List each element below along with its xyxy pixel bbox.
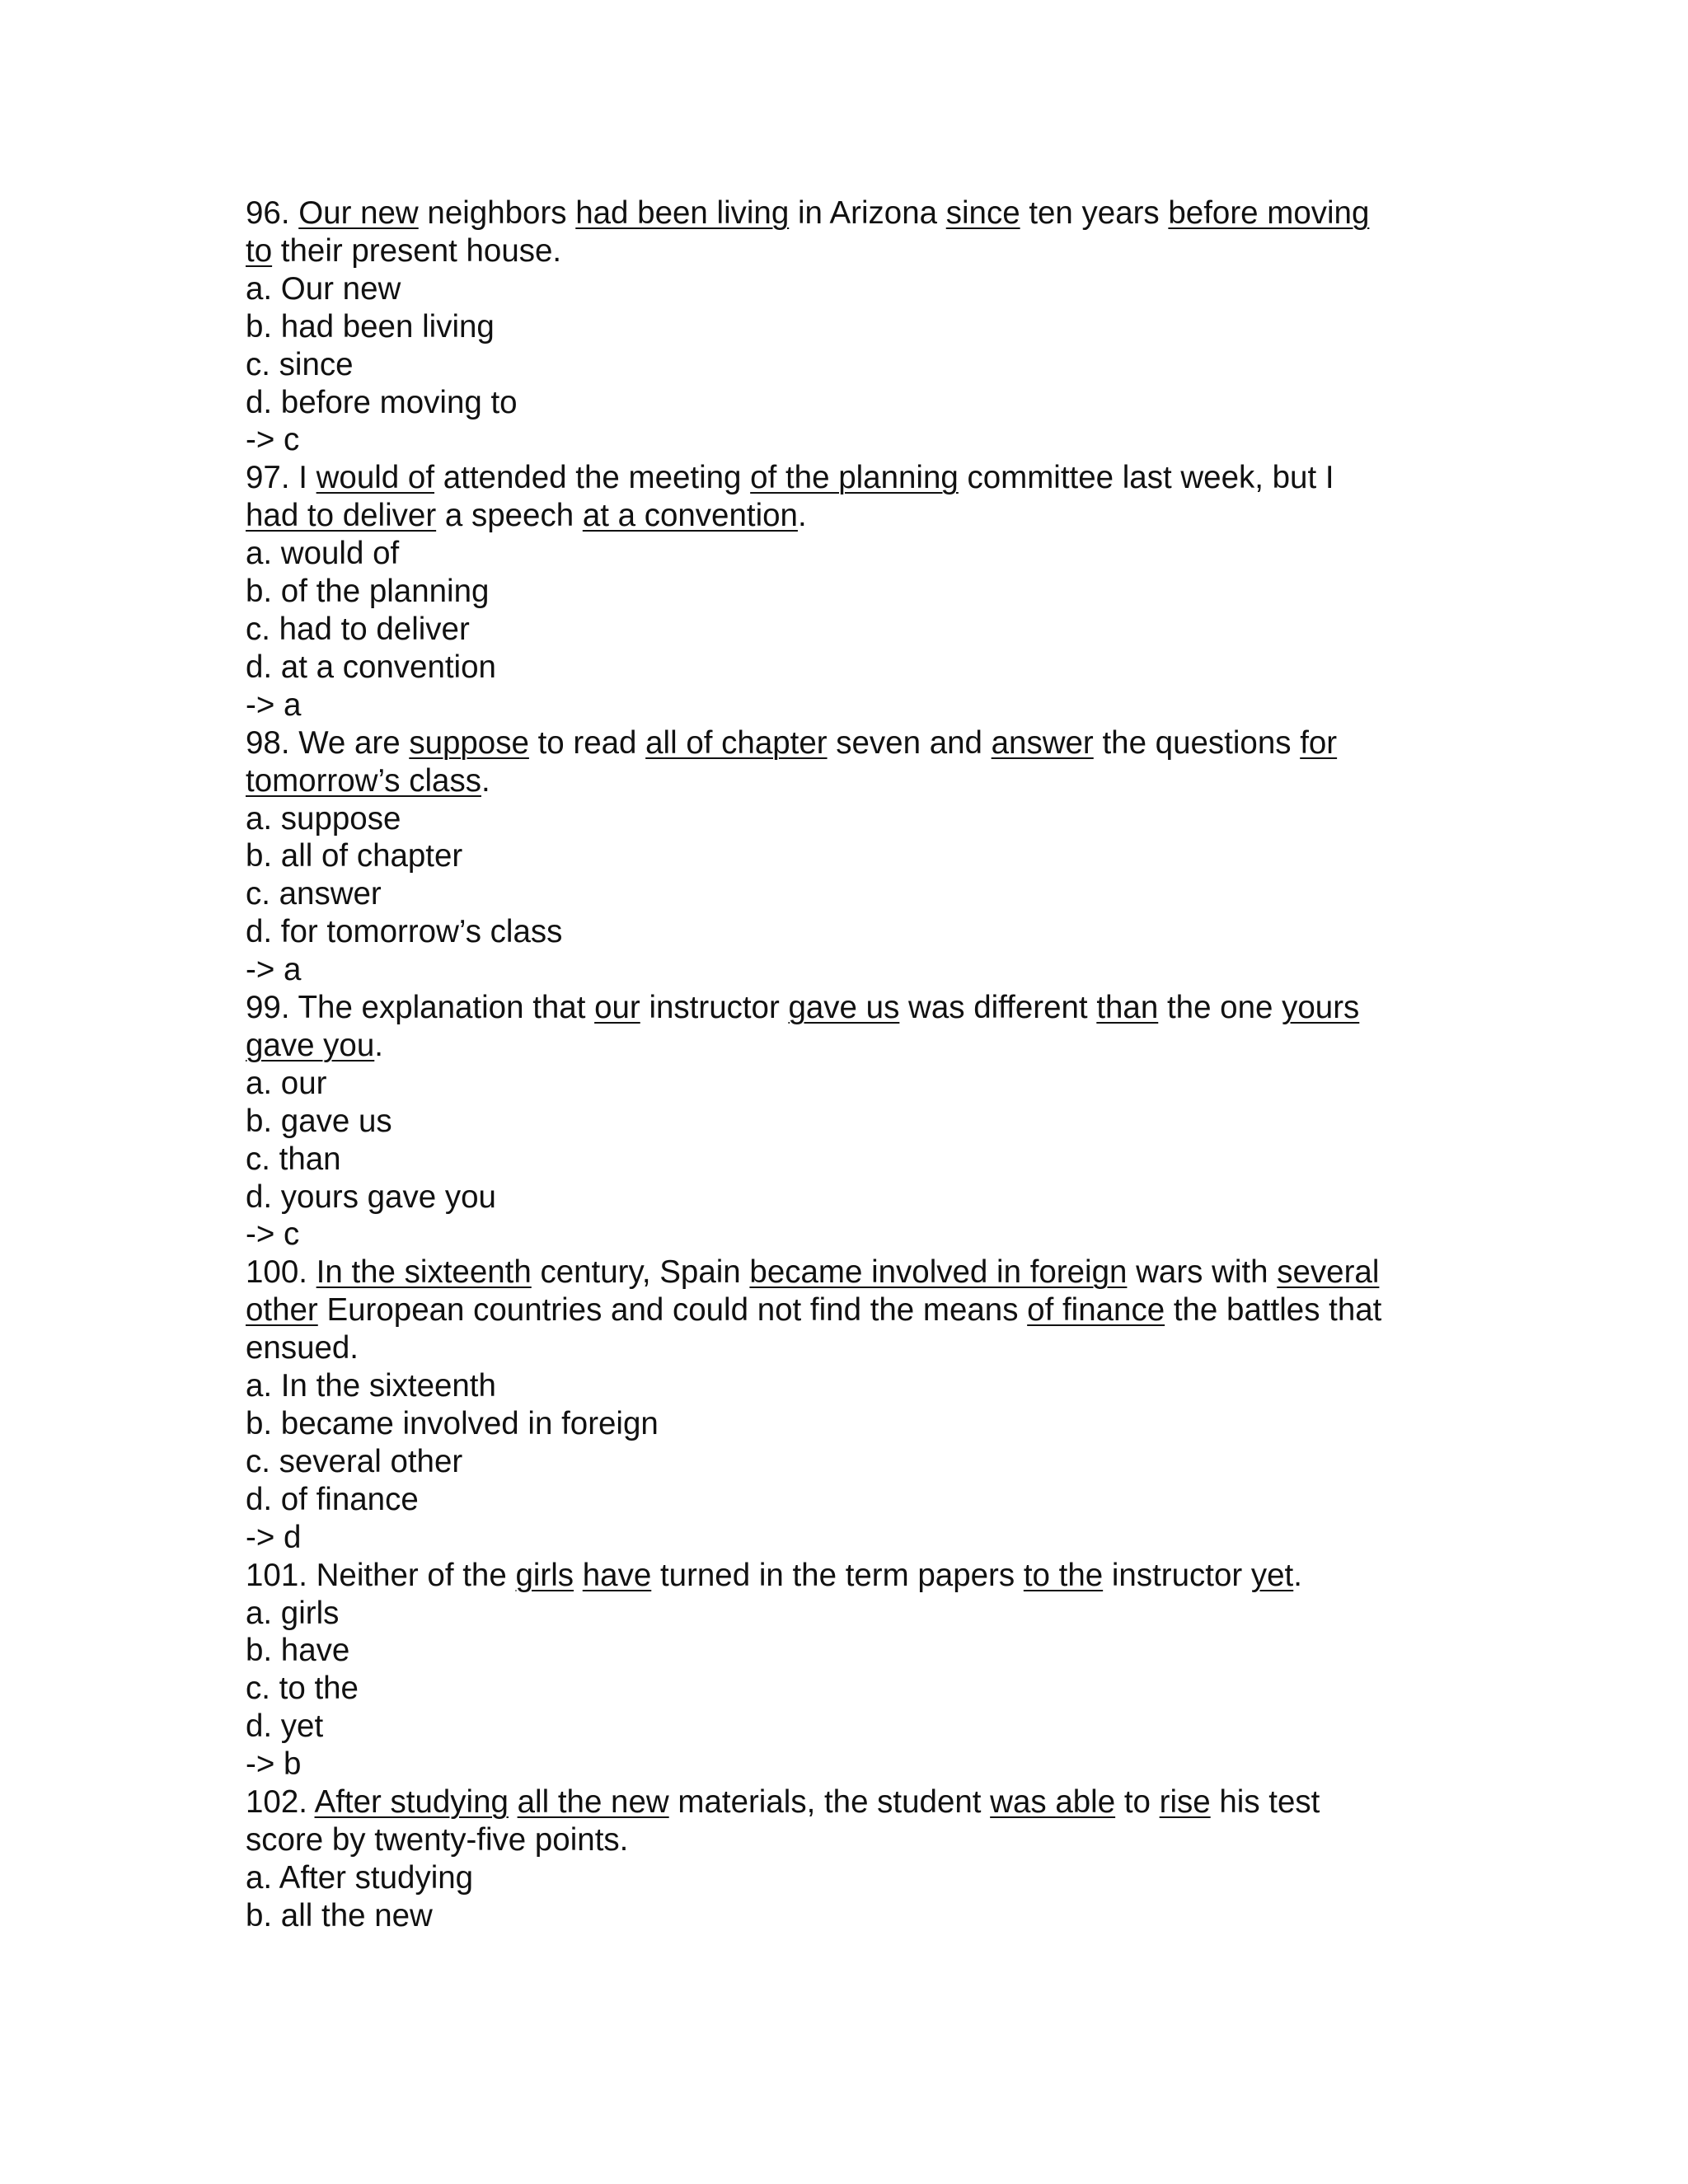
underlined-phrase: our bbox=[594, 990, 640, 1026]
question-stem-line bbox=[246, 1329, 1465, 1367]
underlined-phrase: yet bbox=[1250, 1557, 1294, 1593]
question-stem-line bbox=[246, 1783, 1465, 1821]
underlined-phrase: became involved in foreign bbox=[749, 1254, 1128, 1291]
question-stem-line bbox=[246, 459, 1465, 497]
stem-text: to read bbox=[528, 724, 646, 761]
underlined-phrase: all the new bbox=[517, 1784, 669, 1821]
question-block bbox=[246, 194, 1465, 459]
answer-key: -> a bbox=[246, 952, 302, 988]
question-stem-line bbox=[246, 1027, 1465, 1065]
question-stem-line bbox=[246, 232, 1465, 270]
underlined-phrase: suppose bbox=[409, 724, 529, 761]
answer-option: b. have bbox=[246, 1633, 350, 1669]
stem-text: his test bbox=[1210, 1784, 1320, 1821]
answer-option: c. to the bbox=[246, 1671, 359, 1707]
question-stem-line bbox=[246, 989, 1465, 1027]
underlined-phrase: since bbox=[945, 195, 1020, 231]
answer-key: -> c bbox=[246, 422, 300, 458]
answer-option: a. would of bbox=[246, 536, 400, 572]
answer-option: c. than bbox=[246, 1141, 341, 1177]
stem-text: turned in the term papers bbox=[651, 1557, 1024, 1593]
answer-option: c. several other bbox=[246, 1443, 463, 1479]
stem-text: . bbox=[1293, 1557, 1302, 1593]
question-stem-line bbox=[246, 1821, 1465, 1859]
stem-text: materials, the student bbox=[668, 1784, 991, 1821]
stem-text: ensued. bbox=[246, 1330, 359, 1366]
underlined-phrase: than bbox=[1096, 990, 1159, 1026]
underlined-phrase: would of bbox=[316, 460, 435, 496]
question-stem-line bbox=[246, 194, 1465, 232]
underlined-phrase: girls bbox=[515, 1557, 574, 1593]
stem-text bbox=[509, 1784, 518, 1820]
underlined-phrase: gave us bbox=[788, 990, 900, 1026]
stem-text: their present house. bbox=[272, 232, 562, 269]
document-page bbox=[246, 194, 1465, 1935]
stem-text: 98. We are bbox=[246, 724, 410, 761]
underlined-phrase: gave you bbox=[246, 1027, 375, 1063]
answer-option: d. yet bbox=[246, 1708, 324, 1745]
stem-text: 97. I bbox=[246, 460, 316, 496]
underlined-phrase: yours bbox=[1282, 990, 1360, 1026]
answer-option: d. of finance bbox=[246, 1481, 419, 1517]
question-block bbox=[246, 1254, 1465, 1556]
question-stem-line bbox=[246, 762, 1465, 800]
answer-key: -> b bbox=[246, 1746, 302, 1783]
stem-text: century, Spain bbox=[531, 1254, 750, 1291]
question-block bbox=[246, 724, 1465, 989]
stem-text: a speech bbox=[436, 498, 583, 534]
answer-option: c. since bbox=[246, 346, 354, 382]
stem-text: the one bbox=[1158, 990, 1282, 1026]
underlined-phrase: answer bbox=[991, 724, 1094, 761]
stem-text: the questions bbox=[1093, 724, 1301, 761]
question-block bbox=[246, 989, 1465, 1254]
stem-text: 100. bbox=[246, 1254, 316, 1291]
underlined-phrase: have bbox=[582, 1557, 652, 1593]
stem-text: neighbors bbox=[418, 195, 576, 231]
answer-option: b. had been living bbox=[246, 308, 495, 344]
stem-text: ten years bbox=[1020, 195, 1169, 231]
answer-option: b. all of chapter bbox=[246, 838, 463, 874]
underlined-phrase: all of chapter bbox=[645, 724, 828, 761]
question-block bbox=[246, 459, 1465, 724]
underlined-phrase: other bbox=[246, 1292, 318, 1329]
answer-option: c. answer bbox=[246, 876, 382, 912]
answer-option: a. In the sixteenth bbox=[246, 1368, 496, 1404]
question-stem-line bbox=[246, 724, 1465, 762]
stem-text: was different bbox=[899, 990, 1097, 1026]
stem-text: instructor bbox=[1103, 1557, 1251, 1593]
question-stem-line bbox=[246, 497, 1465, 535]
underlined-phrase: had been living bbox=[575, 195, 790, 231]
stem-text: 96. bbox=[246, 195, 299, 231]
answer-option: b. all the new bbox=[246, 1897, 433, 1933]
answer-option: d. at a convention bbox=[246, 649, 496, 685]
answer-key: -> d bbox=[246, 1519, 302, 1555]
answer-option: a. our bbox=[246, 1065, 327, 1101]
underlined-phrase: tomorrow’s class bbox=[246, 762, 481, 799]
stem-text: the battles that bbox=[1165, 1292, 1382, 1329]
underlined-phrase: to bbox=[246, 232, 273, 269]
underlined-phrase: In the sixteenth bbox=[316, 1254, 532, 1291]
underlined-phrase: After studying bbox=[314, 1784, 509, 1821]
underlined-phrase: Our new bbox=[298, 195, 419, 231]
stem-text: 99. The explanation that bbox=[246, 990, 595, 1026]
stem-text: . bbox=[374, 1027, 383, 1063]
answer-option: a. Our new bbox=[246, 270, 401, 307]
underlined-phrase: for bbox=[1300, 724, 1338, 761]
underlined-phrase: at a convention bbox=[582, 498, 798, 534]
underlined-phrase: had to deliver bbox=[246, 498, 437, 534]
underlined-phrase: of the planning bbox=[750, 460, 959, 496]
answer-option: c. had to deliver bbox=[246, 611, 470, 647]
stem-text: score by twenty-five points. bbox=[246, 1821, 629, 1858]
underlined-phrase: to the bbox=[1023, 1557, 1104, 1593]
question-stem-line bbox=[246, 1557, 1465, 1595]
answer-key: -> a bbox=[246, 687, 302, 723]
answer-option: d. for tomorrow’s class bbox=[246, 914, 563, 950]
answer-option: a. After studying bbox=[246, 1859, 474, 1896]
stem-text: seven and bbox=[827, 724, 992, 761]
answer-option: b. of the planning bbox=[246, 574, 490, 610]
stem-text: in Arizona bbox=[789, 195, 946, 231]
stem-text: . bbox=[797, 498, 807, 534]
stem-text: to bbox=[1115, 1784, 1160, 1821]
answer-option: a. suppose bbox=[246, 800, 401, 837]
stem-text: committee last week, but I bbox=[958, 460, 1334, 496]
answer-option: b. gave us bbox=[246, 1103, 392, 1139]
answer-option: d. before moving to bbox=[246, 384, 518, 420]
stem-text: . bbox=[481, 762, 490, 799]
underlined-phrase: several bbox=[1277, 1254, 1380, 1291]
stem-text: 101. Neither of the bbox=[246, 1557, 516, 1593]
answer-key: -> c bbox=[246, 1216, 300, 1253]
underlined-phrase: of finance bbox=[1027, 1292, 1165, 1329]
stem-text: instructor bbox=[640, 990, 789, 1026]
underlined-phrase: rise bbox=[1159, 1784, 1211, 1821]
stem-text: 102. bbox=[246, 1784, 315, 1821]
question-stem-line bbox=[246, 1254, 1465, 1291]
stem-text: wars with bbox=[1127, 1254, 1278, 1291]
stem-text bbox=[574, 1558, 583, 1593]
stem-text: attended the meeting bbox=[434, 460, 751, 496]
answer-option: d. yours gave you bbox=[246, 1179, 496, 1215]
underlined-phrase: before moving bbox=[1168, 195, 1370, 231]
stem-text: European countries and could not find the means bbox=[317, 1292, 1028, 1329]
underlined-phrase: was able bbox=[990, 1784, 1116, 1821]
answer-option: a. girls bbox=[246, 1595, 340, 1631]
answer-option: b. became involved in foreign bbox=[246, 1406, 659, 1441]
question-stem-line bbox=[246, 1291, 1465, 1329]
question-block bbox=[246, 1557, 1465, 1783]
question-block bbox=[246, 1783, 1465, 1935]
